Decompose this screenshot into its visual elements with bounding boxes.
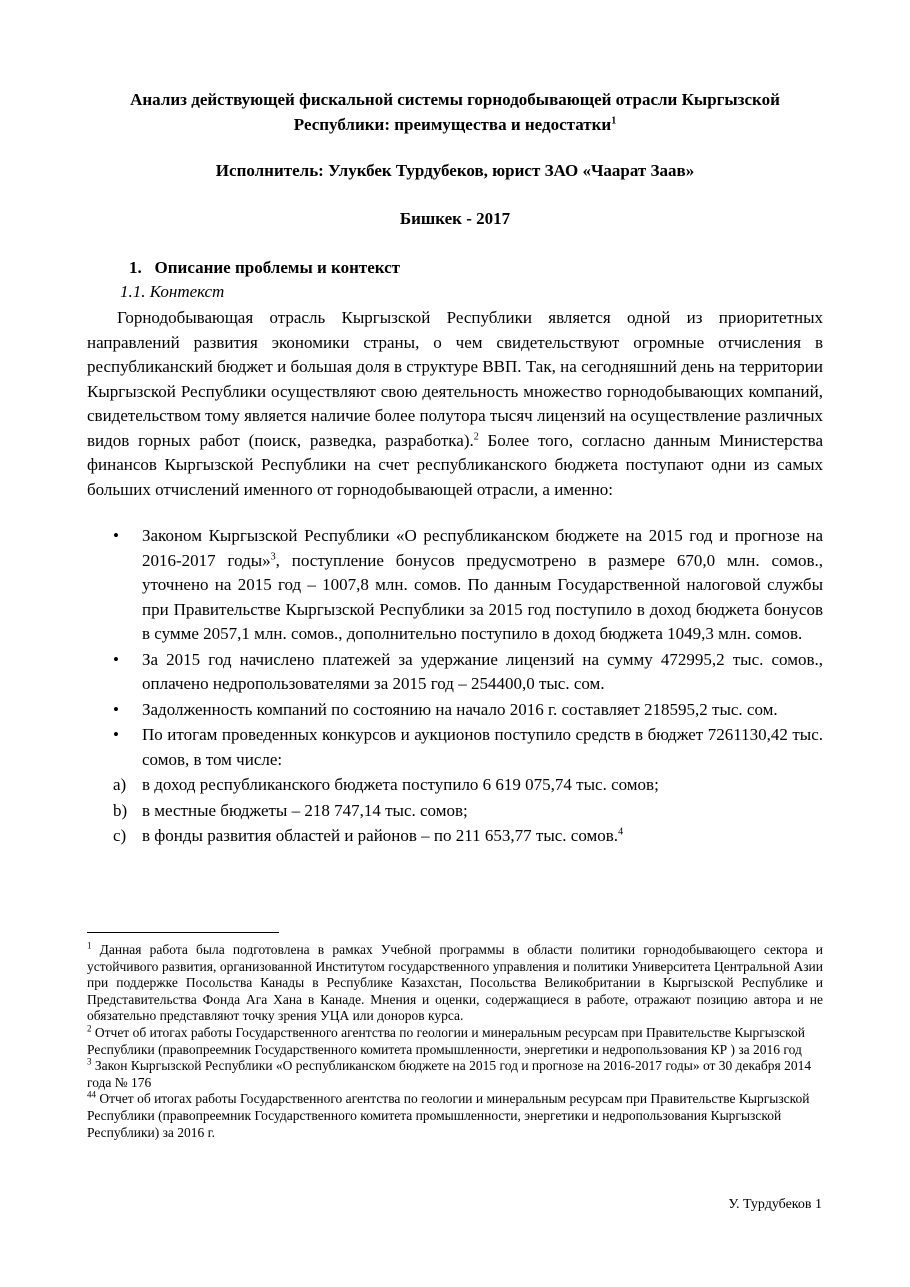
bullet-1-text: Законом Кыргызской Республики «О республиканском бюджете на 2015 год и прогнозе на 2016-2017 годы» xyxy=(142,526,823,570)
title-line-1: Анализ действующей фискальной системы горнодобывающей отрасли Кыргызской xyxy=(130,90,780,109)
alpha-b-text: в местные бюджеты – 218 747,14 тыс. сомов; xyxy=(142,800,468,820)
alpha-c-text: в фонды развития областей и районов – по 211 653,77 тыс. сомов. xyxy=(142,826,619,845)
footnotes xyxy=(87,942,823,1141)
list-item xyxy=(87,799,823,824)
section-number: 1. xyxy=(129,258,142,277)
footnote-2: $^2$ Отчет об итогах работы Государственного агентства по геологии и минеральным ресурсам при Правительстве Кыргызской Республики (правопреемник Государственного комитета промышленности, энергетики и недропользования КР ) за 2016 год xyxy=(87,1023,806,1057)
title-line-2: Республики: преимущества и недостатки xyxy=(293,115,612,134)
bullet-2-text: За 2015 год начислено платежей за удержание лицензий на сумму 472995,2 тыс. сомов., оплачено недропользователями за 2015 год – 254400,0 тыс. сом. xyxy=(142,649,823,693)
alpha-marker-b: b) xyxy=(113,800,128,820)
document-title xyxy=(90,87,820,137)
alpha-marker-a: a) xyxy=(113,775,127,794)
footnote-ref-4: 4 xyxy=(618,826,624,838)
place-year: Бишкек - 2017 xyxy=(399,209,511,228)
bullet-marker: • xyxy=(113,526,119,545)
list-item xyxy=(87,824,823,849)
footnote-ref-1: 1 xyxy=(611,115,617,127)
section-title: Описание проблемы и контекст xyxy=(154,258,401,277)
footnote-3: $^3$ Закон Кыргызской Республики «О республиканском бюджете на 2015 год и прогнозе на 2016-2017 годы» от 30 декабря 2014 года № 176 xyxy=(87,1056,812,1090)
paragraph-text-2: Более того, согласно данным Министерства финансов Кыргызской Республики на счет республиканского бюджета поступают одни из самых больших отчислений именного от горнодобывающей отрасли, а именно: xyxy=(87,430,823,499)
footnote-ref-3: 3 xyxy=(270,550,276,562)
list-item xyxy=(87,648,823,697)
bullet-marker: • xyxy=(113,649,119,669)
list-item xyxy=(87,524,823,647)
bullet-4-text: По итогам проведенных конкурсов и аукционов поступило средств в бюджет 7261130,42 тыс. сомов, в том числе: xyxy=(142,725,823,769)
footnote-mark-4: 44 xyxy=(87,1089,96,1100)
list-item xyxy=(87,773,823,798)
footnote-1: $^1$ Данная работа была подготовлена в рамках Учебной программы в области политики горнодобывающего сектора и устойчивого развития, организованной Институтом государственного управления и политики Университета Центральной Азии при поддержке Посольства Канады в Республике Казахстан, Посольства Великобритании в Кыргызской Республике и Представительства Фонда Ага Хана в Канаде. Мнения и оценки, содержащиеся в работе, отражают позицию автора и не обязательно представляют точку зрения УЦА или доноров курса. xyxy=(87,940,823,1024)
footnote-4: $^{44}$ Отчет об итогах работы Государственного агентства по геологии и минеральным ресурсам при Правительстве Кыргызской Республики (правопреемник Государственного комитета промышленности, энергетики и недропользования Кыргызской Республики) за 2016 г. xyxy=(87,1089,810,1140)
footnote-ref-2: 2 xyxy=(473,430,479,442)
bullet-marker: • xyxy=(113,699,119,719)
paragraph-text-1: Горнодобывающая отрасль Кыргызской Республики является одной из приоритетных направлений развития экономики страны, о чем свидетельствуют огромные отчисления в республиканский бюджет и большая доля в структуре ВВП. Так, на сегодняшний день на территории Кыргызской Республики осуществляют свою деятельность множество горнодобывающих компаний, свидетельством тому является наличие более полутора тысяч лицензий на осуществление различных видов горных работ (поиск, разведка, разработка). xyxy=(87,308,823,450)
alpha-a-text: в доход республиканского бюджета поступило 6 619 075,74 тыс. сомов; xyxy=(142,775,659,794)
page-footer: У. Турдубеков 1 xyxy=(728,1197,822,1212)
subsection-heading: 1.1. Контекст xyxy=(120,282,225,301)
footnote-mark-3: 3 xyxy=(87,1056,92,1067)
footnote-mark-2: 2 xyxy=(87,1023,92,1034)
section-heading xyxy=(129,257,400,279)
list-item xyxy=(87,723,823,772)
context-paragraph xyxy=(87,306,823,502)
alpha-marker-c: c) xyxy=(113,826,127,845)
bullet-3-text: Задолженность компаний по состоянию на начало 2016 г. составляет 218595,2 тыс. сом. xyxy=(142,699,778,719)
footnote-mark-1: 1 xyxy=(87,940,92,951)
revenue-list xyxy=(87,524,823,850)
bullet-marker: • xyxy=(113,725,119,744)
list-item xyxy=(87,698,823,723)
author-line: Исполнитель: Улукбек Турдубеков, юрист ЗАО «Чаарат Заав» xyxy=(215,161,695,180)
footnote-separator xyxy=(87,932,279,933)
bullet-1-text-cont: , поступление бонусов предусмотрено в размере 670,0 млн. сомов., уточнено на 2015 год – 1007,8 млн. сомов. По данным Государственной налоговой службы при Правительстве Кыргызской Республики за 2015 год поступило в доход бюджета бонусов в сумме 2057,1 млн. сомов., дополнительно поступило в доход бюджета 1049,3 млн. сомов. xyxy=(142,550,823,643)
